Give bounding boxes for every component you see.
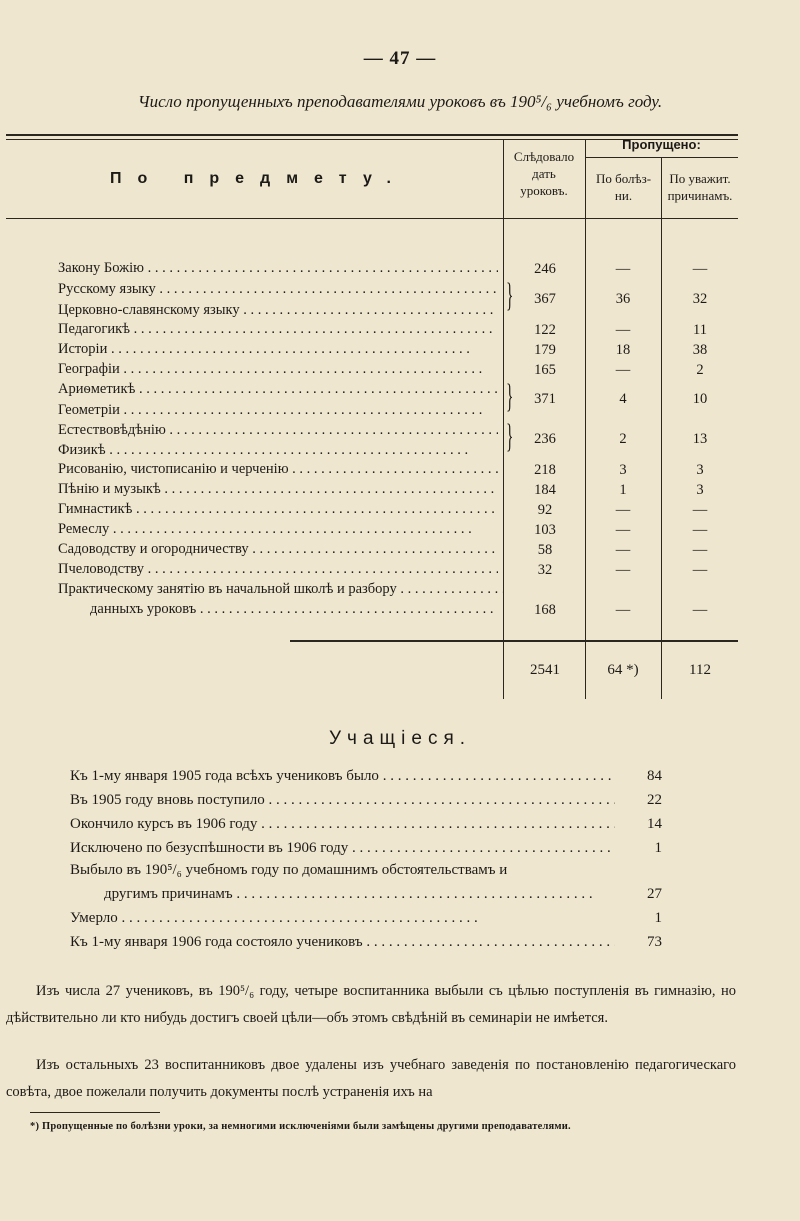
students-row-text: другимъ причинамъ . . . <box>104 886 614 903</box>
group-brace: } <box>506 378 514 415</box>
header-illness-line1: По болѣз- <box>595 171 652 186</box>
students-row <box>70 910 670 932</box>
students-row-text: Къ 1-му января 1905 года всѣхъ учениковъ было . . . <box>70 768 615 785</box>
subject-name: Пѣнію и музыкѣ . . . <box>58 481 498 498</box>
students-row <box>70 862 670 884</box>
subject-name: Русскому языку . . . <box>58 281 498 298</box>
subject-name: Исторіи . . . <box>58 341 498 358</box>
students-row <box>104 886 670 908</box>
valid-value: 3 <box>696 482 704 498</box>
subject-name: Естествовѣдѣнію . . . <box>58 422 498 439</box>
ill-value: — <box>615 322 631 338</box>
students-row-value: 1 <box>654 910 662 926</box>
page-number: — 47 — <box>363 48 437 69</box>
students-row-value: 27 <box>647 886 662 902</box>
due-value: 236 <box>534 431 556 447</box>
header-illness-line2: ни. <box>614 188 633 203</box>
section-title-students: Учащіеся. <box>328 728 472 749</box>
students-row <box>70 840 670 862</box>
group-brace: } <box>506 418 514 455</box>
table-top-rule <box>6 134 738 136</box>
subject-name: Географіи . . . <box>58 361 498 378</box>
due-value: 179 <box>534 342 556 358</box>
ill-value: 2 <box>619 431 627 447</box>
ill-value: — <box>615 502 631 518</box>
students-row-value: 22 <box>647 792 662 808</box>
valid-value: — <box>692 562 708 578</box>
subject-name: Ариѳметикѣ . . . <box>58 381 498 398</box>
due-value: 32 <box>537 562 553 578</box>
valid-value: 10 <box>692 391 708 407</box>
ill-value: 36 <box>615 291 631 307</box>
valid-value: 38 <box>692 342 708 358</box>
students-row-text: Къ 1-му января 1906 года состояло учениковъ . . . <box>70 934 615 951</box>
ill-value: 1 <box>619 482 627 498</box>
due-value: 218 <box>534 462 556 478</box>
students-row-text: Исключено по безуспѣшности въ 1906 году . . . <box>70 840 615 857</box>
valid-value: — <box>692 261 708 277</box>
body-paragraph: Изъ числа 27 учениковъ, въ 190⁵/₆ году, четыре воспитанника выбыли съ цѣлью поступленія въ гимназію, но дѣйствительно ли кто нибудь достигъ своей цѣли—объ этомъ свѣдѣній въ семинаріи не имѣется. <box>6 983 736 1026</box>
students-row-text: Окончило курсъ въ 1906 году . . . <box>70 816 615 833</box>
footnote-rule <box>30 1112 160 1113</box>
valid-value: 13 <box>692 431 708 447</box>
footnote: *) Пропущенные по болѣзни уроки, за немногими исключеніями были замѣщены другими преподавателями. <box>30 1121 571 1132</box>
valid-value: — <box>692 602 708 618</box>
due-value: 168 <box>534 602 556 618</box>
subject-name: Гимнастикѣ . . . <box>58 501 498 518</box>
ill-value: — <box>615 542 631 558</box>
valid-value: — <box>692 542 708 558</box>
subject-name: Ремеслу . . . <box>58 521 498 538</box>
due-value: 367 <box>534 291 556 307</box>
header-valid-line1: По уважит. <box>669 171 731 186</box>
ill-value: 3 <box>619 462 627 478</box>
due-value: 103 <box>534 522 556 538</box>
students-row <box>70 792 670 814</box>
header-missed: Пропущено: <box>622 137 701 152</box>
ill-value: — <box>615 362 631 378</box>
group-brace: } <box>506 277 514 314</box>
table-header-rule <box>6 218 738 219</box>
students-row-text: Выбыло въ 190⁵/₆ учебномъ году по домашнимъ обстоятельствамъ и <box>70 862 508 878</box>
subject-name: Пчеловодству . . . <box>58 561 498 578</box>
valid-value: 32 <box>692 291 708 307</box>
table-total-rule <box>290 640 738 642</box>
due-value: 184 <box>534 482 556 498</box>
students-row-text: Умерло . . . <box>70 910 615 927</box>
subject-name: Физикѣ . . . <box>58 442 498 459</box>
students-row-value: 84 <box>647 768 662 784</box>
due-value: 122 <box>534 322 556 338</box>
subject-name: Практическому занятію въ начальной школѣ и разбору . . . <box>58 581 503 598</box>
students-row <box>70 934 670 956</box>
ill-value: — <box>615 261 631 277</box>
valid-value: 11 <box>693 322 707 338</box>
ill-value: — <box>615 522 631 538</box>
due-value: 246 <box>534 261 556 277</box>
header-valid-line2: причинамъ. <box>667 188 733 203</box>
students-row <box>70 768 670 790</box>
subject-name: данныхъ уроковъ . . . <box>90 601 498 618</box>
body-paragraph: Изъ остальныхъ 23 воспитанниковъ двое удалены изъ учебнаго заведенія по постановленію педагогическаго совѣта, двое пожелали получить документы послѣ устраненія ихъ на <box>6 1057 736 1100</box>
header-due-line2: дать <box>532 166 556 181</box>
due-value: 58 <box>537 542 553 558</box>
students-row-value: 1 <box>654 840 662 856</box>
subject-name: Педагогикѣ . . . <box>58 321 498 338</box>
due-value: 165 <box>534 362 556 378</box>
subject-name: Садоводству и огородничеству . . . <box>58 541 498 558</box>
total-due: 2541 <box>530 662 560 678</box>
valid-value: — <box>692 522 708 538</box>
table-caption: Число пропущенныхъ преподавателями уроковъ въ 190⁵/₆ учебномъ году. <box>137 92 663 111</box>
ill-value: 4 <box>619 391 627 407</box>
subject-name: Геометріи . . . <box>58 402 498 419</box>
total-valid: 112 <box>689 662 711 678</box>
valid-value: 3 <box>696 462 704 478</box>
students-row-value: 73 <box>647 934 662 950</box>
ill-value: — <box>615 562 631 578</box>
due-value: 92 <box>537 502 553 518</box>
total-illness: 64 *) <box>607 662 639 678</box>
header-due <box>505 148 583 199</box>
ill-value: 18 <box>615 342 631 358</box>
valid-value: 2 <box>696 362 704 378</box>
students-row <box>70 816 670 838</box>
students-row-value: 14 <box>647 816 662 832</box>
header-subject: По предмету. <box>110 170 407 187</box>
header-valid <box>662 170 738 204</box>
due-value: 371 <box>534 391 556 407</box>
header-due-line3: уроковъ. <box>520 183 568 198</box>
header-due-line1: Слѣдовало <box>513 149 575 164</box>
ill-value: — <box>615 602 631 618</box>
subject-name: Закону Божію . . . <box>58 260 498 277</box>
valid-value: — <box>692 502 708 518</box>
table-row <box>58 581 758 601</box>
subject-name: Рисованію, чистописанію и черченію . . . <box>58 461 498 478</box>
header-illness <box>586 170 661 204</box>
students-row-text: Въ 1905 году вновь поступило . . . <box>70 792 615 809</box>
subject-name: Церковно-славянскому языку . . . <box>58 302 498 319</box>
